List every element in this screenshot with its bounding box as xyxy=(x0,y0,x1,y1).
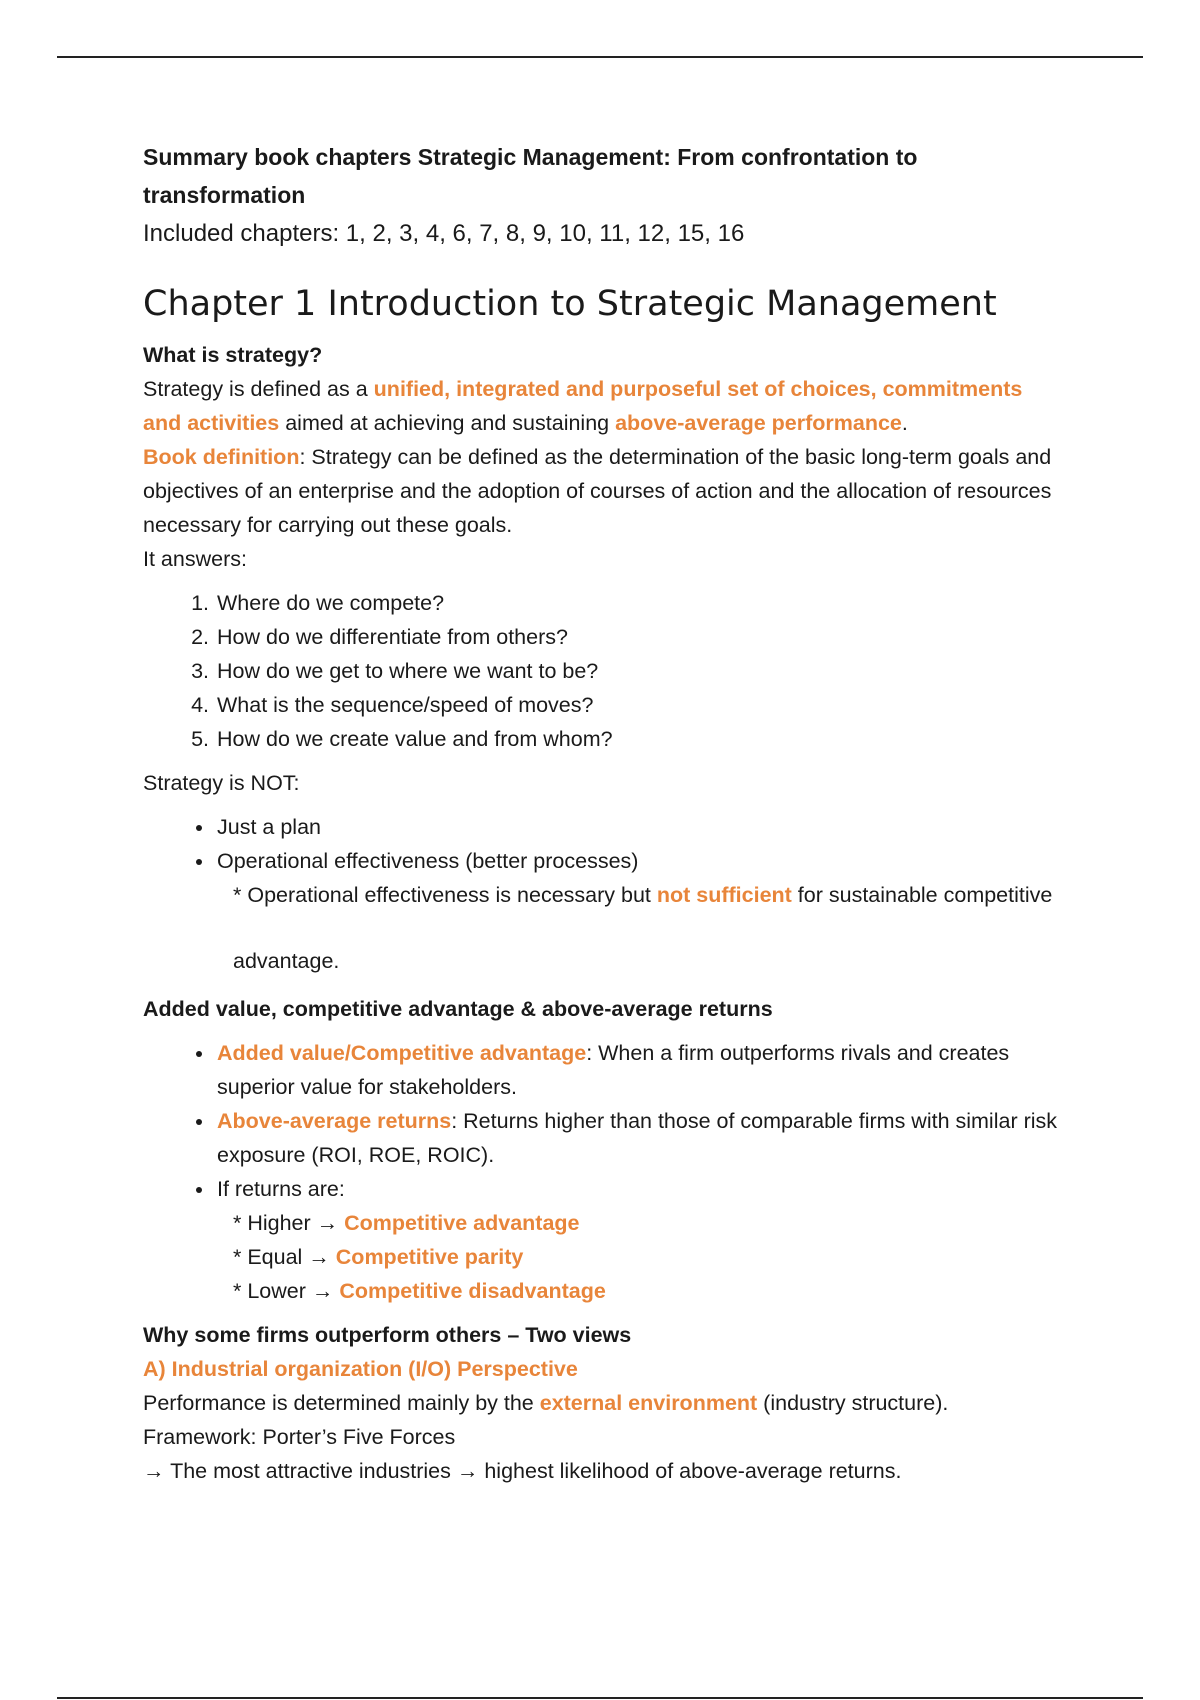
text-run: (industry structure). xyxy=(757,1391,949,1415)
list-item: 3. How do we get to where we want to be? xyxy=(215,654,1063,688)
text-run: * Higher → xyxy=(233,1211,345,1235)
highlight-term: Competitive parity xyxy=(335,1245,524,1269)
answers-intro: It answers: xyxy=(143,547,247,571)
text-run: aimed at achieving and sustaining xyxy=(279,411,616,435)
returns-equal xyxy=(217,1240,1063,1274)
section-heading-two-views: Why some firms outperform others – Two views xyxy=(143,1323,632,1347)
text-run: Strategy is defined as a xyxy=(143,377,374,401)
io-conclusion: → The most attractive industries → highest likelihood of above-average returns. xyxy=(143,1459,902,1483)
list-item xyxy=(215,1104,1063,1172)
highlight-term: unified, integrated and purposeful set of choices, commitments and activities xyxy=(143,377,1023,435)
questions-list xyxy=(143,586,1063,756)
highlight-term: external environment xyxy=(539,1391,758,1415)
text-run: : Strategy can be defined as the determination of the basic long-term goals and objectives of an enterprise and the adoption of courses of action and the allocation of resources necessary for carrying out these goals. xyxy=(143,445,1052,537)
note-line xyxy=(217,878,1063,912)
highlight-term: above-average performance xyxy=(615,411,902,435)
strategy-definition xyxy=(143,372,1063,440)
list-item xyxy=(215,1036,1063,1104)
list-item xyxy=(215,1172,1063,1308)
io-framework: Framework: Porter’s Five Forces xyxy=(143,1425,456,1449)
added-value-list xyxy=(143,1036,1063,1308)
highlight-term: Added value/Competitive advantage xyxy=(217,1041,587,1065)
top-rule xyxy=(57,56,1143,58)
text-run: If returns are: xyxy=(217,1177,345,1201)
text-run: * Lower → xyxy=(233,1279,340,1303)
document-title: Summary book chapters Strategic Management: From confrontation to transformation xyxy=(143,144,918,208)
included-chapters: Included chapters: 1, 2, 3, 4, 6, 7, 8, 9, 10, 11, 12, 15, 16 xyxy=(143,220,745,247)
text-run: . xyxy=(901,411,908,435)
strategy-not-intro: Strategy is NOT: xyxy=(143,771,300,795)
book-definition xyxy=(143,440,1063,542)
list-item: 5. How do we create value and from whom? xyxy=(215,722,1063,756)
list-item: 4. What is the sequence/speed of moves? xyxy=(215,688,1063,722)
list-item xyxy=(215,844,1063,978)
returns-lower xyxy=(217,1274,1063,1308)
strategy-not-list xyxy=(143,810,1063,978)
text-run: Operational effectiveness (better processes) xyxy=(217,849,639,873)
highlight-term: Competitive advantage xyxy=(344,1211,580,1235)
document-body xyxy=(143,138,1063,1488)
section-heading-added-value: Added value, competitive advantage & above-average returns xyxy=(143,997,773,1021)
list-item: 2. How do we differentiate from others? xyxy=(215,620,1063,654)
bottom-rule xyxy=(57,1697,1143,1699)
io-performance xyxy=(143,1386,1063,1420)
highlight-term: Above-average returns xyxy=(217,1109,452,1133)
note-continuation: advantage. xyxy=(233,949,340,973)
text-run: for sustainable competitive xyxy=(791,883,1053,907)
list-item: 1. Where do we compete? xyxy=(215,586,1063,620)
text-run: : When a firm outperforms rivals and creates superior value for stakeholders. xyxy=(217,1041,1010,1099)
subheading-io-perspective: A) Industrial organization (I/O) Perspective xyxy=(143,1357,578,1381)
text-run: * Operational effectiveness is necessary but xyxy=(233,883,657,907)
highlight-term: Book definition xyxy=(143,445,300,469)
text-run: Performance is determined mainly by the xyxy=(143,1391,540,1415)
list-item: • Just a plan xyxy=(215,810,1063,844)
section-heading-what-is-strategy: What is strategy? xyxy=(143,343,323,367)
text-run: : Returns higher than those of comparable firms with similar risk exposure (ROI, ROE, ROIC). xyxy=(217,1109,1058,1167)
highlight-term: not sufficient xyxy=(656,883,792,907)
highlight-term: Competitive disadvantage xyxy=(339,1279,606,1303)
text-run: * Equal → xyxy=(233,1245,336,1269)
chapter-heading: Chapter 1 Introduction to Strategic Management xyxy=(143,284,997,324)
returns-higher xyxy=(217,1206,1063,1240)
